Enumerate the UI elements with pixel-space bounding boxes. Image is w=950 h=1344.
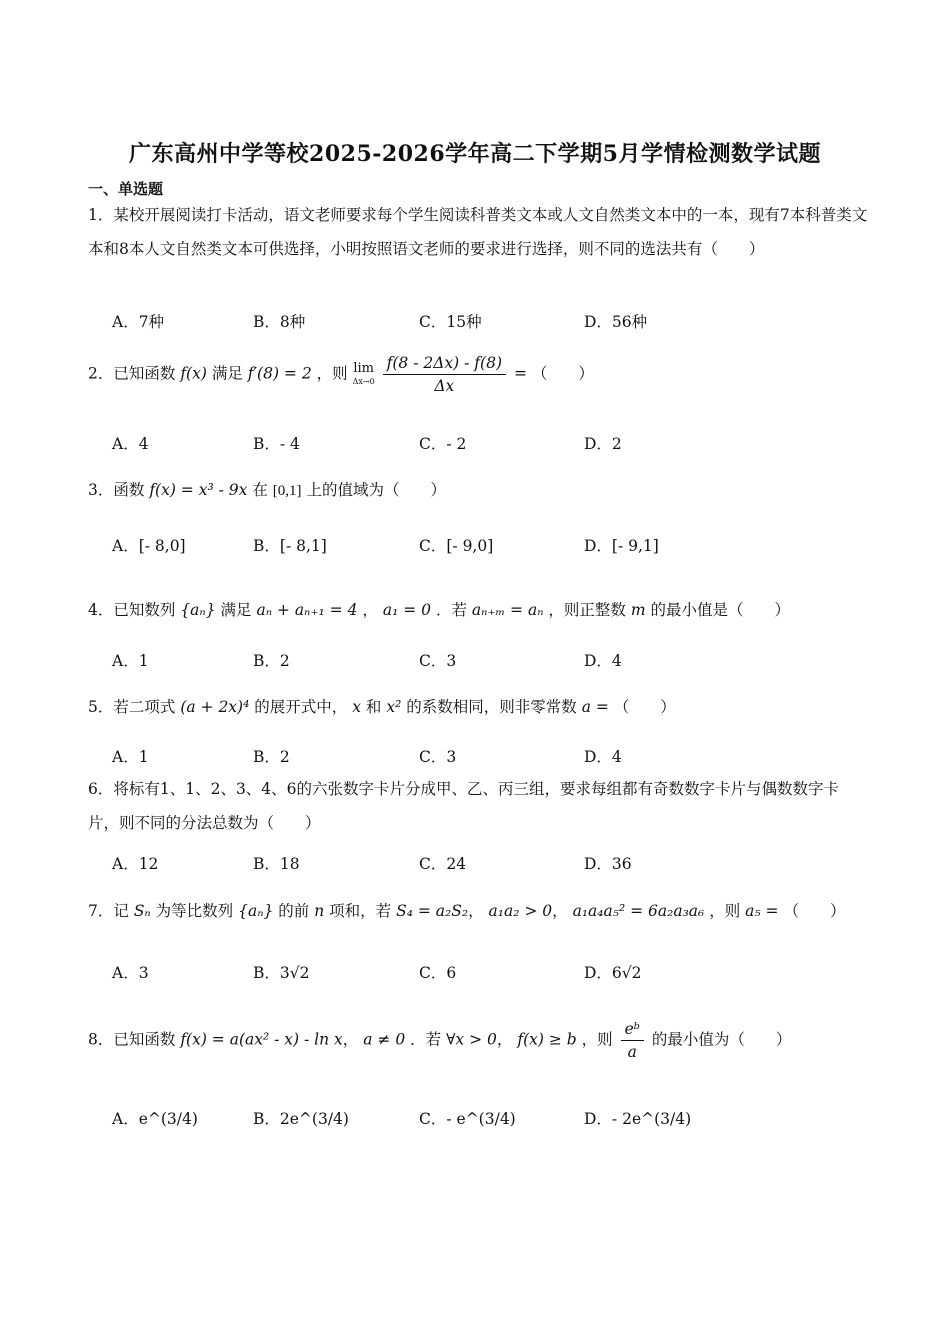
q8-numerator: eᵇ	[621, 1020, 644, 1041]
q2-lim-word: lim	[353, 360, 374, 376]
q5-text-1: 的展开式中，	[254, 698, 348, 716]
q8-condition-1: a ≠ 0	[363, 1030, 406, 1049]
q7-n: n	[314, 902, 325, 920]
q5-binomial: (a + 2x)⁴	[180, 698, 250, 716]
q5-option-a[interactable]: A．1	[112, 748, 149, 766]
q5-prefix: 5．若二项式	[88, 698, 176, 716]
q3-text: 在	[252, 481, 268, 499]
q2-condition: f′(8) = 2	[247, 364, 312, 383]
question-7: 7．记 Sₙ 为等比数列 {aₙ} 的前 n 项和，若 S₄ = a₂S₂， a₁a₂ > 0， a₁a₄a₅² = 6a₂a₃a₆ ，则 a₅ = （ ）	[88, 902, 846, 920]
q7-text-3: 项和，若	[329, 902, 392, 920]
q4-prefix: 4．已知数列	[88, 601, 176, 619]
q7-condition-1: S₄ = a₂S₂	[396, 902, 469, 920]
q3-interval: [0,1]	[272, 483, 302, 499]
q7-prefix: 7．记	[88, 902, 129, 920]
q6-option-b[interactable]: B．18	[253, 855, 300, 873]
q7-text-2: 的前	[278, 902, 310, 920]
q5-a: a =	[581, 698, 614, 716]
q3-option-d[interactable]: D．[- 9,1]	[584, 537, 659, 555]
q2-option-a[interactable]: A．4	[112, 435, 149, 453]
q2-option-d[interactable]: D．2	[584, 435, 622, 453]
q8-option-b[interactable]: B．2e^(3/4)	[253, 1110, 349, 1128]
q1-option-c[interactable]: C．15种	[419, 313, 482, 331]
q8-text: ．若	[410, 1030, 442, 1049]
q8-function: f(x) = a(ax² - x) - ln x	[180, 1030, 343, 1049]
q2-option-b[interactable]: B．- 4	[253, 435, 300, 453]
q7-condition-2: a₁a₂ > 0	[488, 902, 553, 920]
q3-prefix: 3．函数	[88, 481, 145, 499]
q5-option-d[interactable]: D．4	[584, 748, 622, 766]
q2-lim-sub: Δx→0	[352, 376, 375, 386]
q8-option-d[interactable]: D．- 2e^(3/4)	[584, 1110, 692, 1128]
q2-limit	[353, 362, 375, 388]
q5-tail: （ ）	[613, 698, 676, 716]
question-4	[88, 598, 790, 620]
q4-sequence: {aₙ}	[180, 601, 216, 619]
q4-option-b[interactable]: B．2	[253, 652, 290, 670]
q6-option-d[interactable]: D．36	[584, 855, 632, 873]
question-5	[88, 695, 676, 717]
q5-x-squared: x²	[386, 698, 402, 716]
q7-condition-3: a₁a₄a₅² = 6a₂a₃a₆	[572, 902, 705, 920]
q8-option-c[interactable]: C．- e^(3/4)	[419, 1110, 516, 1128]
q8-condition-3: f(x) ≥ b	[517, 1030, 577, 1049]
q7-text-1: 为等比数列	[155, 902, 234, 920]
q4-option-c[interactable]: C．3	[419, 652, 457, 670]
question-3	[88, 478, 446, 500]
q5-option-b[interactable]: B．2	[253, 748, 290, 766]
q1-option-d[interactable]: D．56种	[584, 313, 648, 331]
q5-x: x	[352, 698, 361, 716]
q4-comma: ，	[362, 601, 378, 619]
q8-then: ，则	[581, 1030, 613, 1049]
q2-fraction	[383, 354, 506, 395]
q3-tail: 上的值域为（ ）	[306, 481, 446, 499]
q7-a5: a₅ =	[745, 902, 784, 920]
q4-initial: a₁ = 0	[382, 601, 432, 619]
q3-function: f(x) = x³ - 9x	[149, 481, 248, 499]
q4-option-d[interactable]: D．4	[584, 652, 622, 670]
q7-tail: （ ）	[783, 902, 846, 920]
q6-option-c[interactable]: C．24	[419, 855, 467, 873]
q3-option-c[interactable]: C．[- 9,0]	[419, 537, 494, 555]
q4-m: m	[630, 601, 646, 619]
q2-option-c[interactable]: C．- 2	[419, 435, 467, 453]
q5-text-2: 的系数相同，则非零常数	[406, 698, 577, 716]
q7-then: ，则	[709, 902, 741, 920]
q4-text-1: 满足	[220, 601, 252, 619]
q2-denominator: Δx	[434, 377, 455, 395]
q6-option-a[interactable]: A．12	[112, 855, 159, 873]
question-1: 1．某校开展阅读打卡活动，语文老师要求每个学生阅读科普类文本或人文自然类文本中的一本，现有7本科普类文本和8本人文自然类文本可供选择，小明按照语文老师的要求进行选择，则不同的选法共有（ ）	[88, 206, 868, 258]
q4-relation: aₙ + aₙ₊₁ = 4	[256, 601, 358, 619]
q2-text: 满足	[211, 364, 243, 383]
q2-numerator: f(8 - 2Δx) - f(8)	[383, 354, 506, 375]
q7-option-d[interactable]: D．6√2	[584, 964, 642, 982]
q5-and: 和	[365, 698, 382, 716]
q8-fraction	[621, 1020, 644, 1061]
q3-option-b[interactable]: B．[- 8,1]	[253, 537, 327, 555]
q8-condition-2: ∀x > 0	[446, 1030, 497, 1049]
q3-option-a[interactable]: A．[- 8,0]	[112, 537, 186, 555]
question-8: 8．已知函数 f(x) = a(ax² - x) - ln x， a ≠ 0 ．若 ∀x > 0， f(x) ≥ b ，则 $\frac{\text{eᵇ}}{a}$ 的最小值为（ ）	[88, 1020, 792, 1061]
page-title: 广东高州中学等校2025-2026学年高二下学期5月学情检测数学试题	[129, 141, 821, 167]
q7-option-a[interactable]: A．3	[112, 964, 149, 982]
q5-option-c[interactable]: C．3	[419, 748, 457, 766]
q8-tail: 的最小值为（ ）	[651, 1030, 792, 1049]
q8-denominator: a	[627, 1043, 637, 1061]
q4-period: aₙ₊ₘ = aₙ	[471, 601, 544, 619]
question-6: 6．将标有1、1、2、3、4、6的六张数字卡片分成甲、乙、丙三组，要求每组都有奇数数字卡片与偶数数字卡片，则不同的分法总数为（ ）	[88, 780, 840, 832]
section-heading: 一、单选题	[88, 180, 164, 198]
q7-sum: Sₙ	[133, 902, 151, 920]
q7-option-b[interactable]: B．3√2	[253, 964, 310, 982]
q4-text-2: ．若	[435, 601, 467, 619]
q1-option-a[interactable]: A．7种	[112, 313, 165, 331]
q8-option-a[interactable]: A．e^(3/4)	[112, 1110, 198, 1128]
q4-option-a[interactable]: A．1	[112, 652, 149, 670]
q7-sequence: {aₙ}	[238, 902, 274, 920]
q2-text-then: ，则	[316, 364, 348, 383]
q8-prefix: 8．已知函数	[88, 1030, 176, 1049]
q2-equals: =	[513, 364, 532, 383]
q2-prefix: 2．已知函数	[88, 364, 176, 383]
question-2	[88, 354, 594, 395]
q2-tail: （ ）	[531, 364, 594, 383]
q7-option-c[interactable]: C．6	[419, 964, 457, 982]
q4-text-3: ，则正整数	[548, 601, 626, 619]
q4-tail: 的最小值是（ ）	[650, 601, 791, 619]
q2-function: f(x)	[180, 364, 207, 383]
q1-option-b[interactable]: B．8种	[253, 313, 306, 331]
